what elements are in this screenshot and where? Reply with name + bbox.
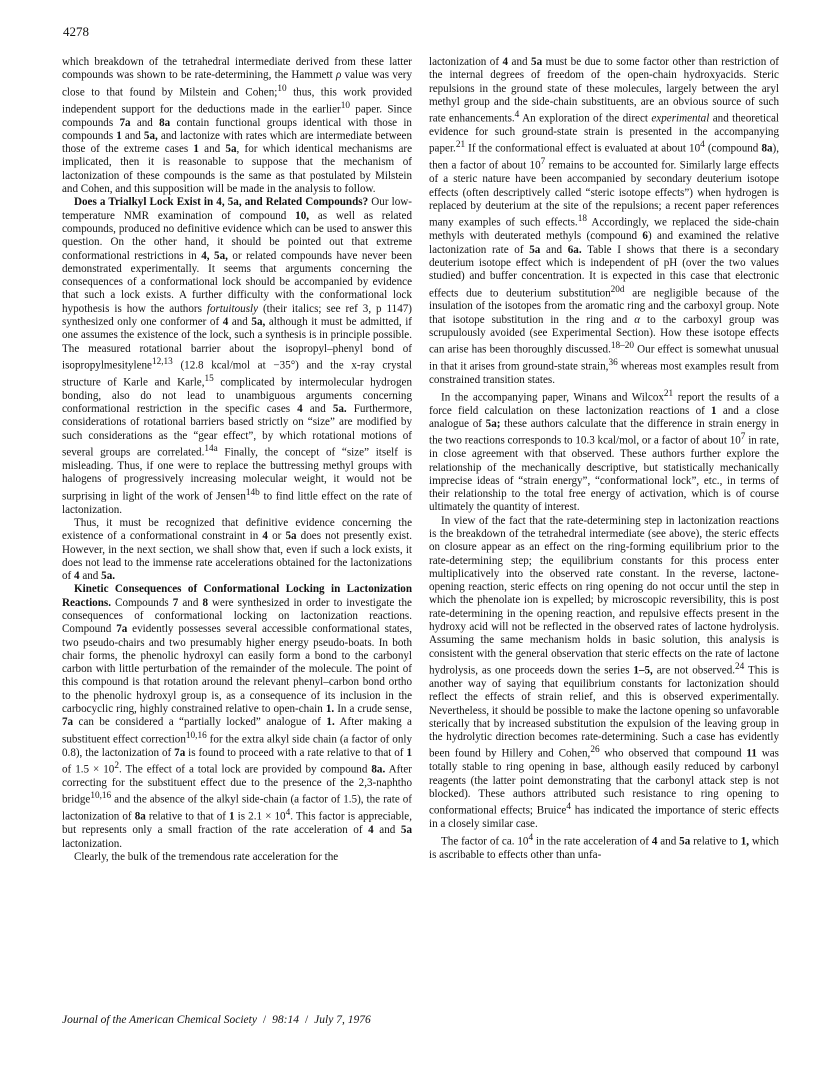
paragraph: Clearly, the bulk of the tremendous rate acceleration for the — [74, 850, 339, 863]
paragraph: Does a Trialkyl Lock Exist in 4, 5a, and Related Compounds? Our low-temperature NMR examination of compound 10, as well as related compounds, produced no definitive evidence which can be used to answer this question. On the other hand, it should be pointed out that extreme conformational restrictions in 4, 5a, or related compounds have never been demonstrated experimentally. It seems that arguments concerning the consequences of a conformational lock should be accompanied by evidence that such a lock exists. A further difficulty with the conformational lock hypothesis is how the authors fortuitously (their italics; see ref 3, p 1147) synthesized only one conformer of 4 and 5a, although it must be admitted, if one assumes the existence of the lock, such a synthesis is in principle possible. The measured rotational barrier about the isopropyl–phenyl bond of isopropylmesitylene$^{12,13}$ (12.8 kcal/mol at −35°) and the x-ray crystal structure of Karle and Karle,$^{15}$ complicated by intermolecular hydrogen bonding, also do not lead to unambiguous arguments concerning conformational restriction in the specific cases 4 and 5a. Furthermore, considerations of rotational barriers based strictly on “size” are modified by such considerations as the “gear effect”, by which rotational motions of several groups are correlated.$^{14a}$ Finally, the concept of “size” itself is misleading. Thus, if one were to replace the buttressing methyl groups with halogens of progressively increasing molecular weight, it would not be surprising in light of the work of Jensen$^{14b}$ to find little effect on the rate of lactonization. — [62, 196, 413, 516]
paragraph: lactonization of 4 and 5a must be due to some factor other than restriction of the internal degrees of freedom of the open-chain hydroxyacids. Steric repulsions in the ground state of these molecules, largely between the aryl methyl group and the side-chain substituents, are an obvious source of such rate enhancements.$^4$ An exploration of the direct experimental and theoretical evidence for such ground-state strain is presented in the accompanying paper.$^{21}$ If the conformational effect is evaluated at about $10^4$ (compound 8a), then a factor of about $10^7$ remains to be accounted for. Similarly large effects of a steric nature have been accompanied by secondary deuterium isotope effects (often descriptively called “steric isotope effects”) when hydrogen is replaced by deuterium at the site of the repulsions; a recent paper references many examples of such effects.$^{18}$ Accordingly, we replaced the side-chain methyls with deuterated methyls (compound 6) and examined the relative lactonization rate of 5a and 6a. Table I shows that there is a secondary deuterium isotope effect which is independent of pH (over the two values studied) and buffer concentration. It is expected in this case that electronic effects due to deuterium substitution$^{20d}$ are negligible because of the insulation of the isotopes from the aromatic ring and the carboxyl group. Note that isotope substitution in the ring and α to the carboxyl group was scrupulously avoided (see Experimental Section). How these isotope effects can arise has been thoroughly discussed.$^{18-20}$ Our effect is somewhat unusual in that it arises from ground-state strain,$^{36}$ whereas most examples result from constrained transition states. — [429, 56, 780, 387]
paragraph: The factor of ca. $10^4$ in the rate acceleration of 4 and 5a relative to 1, which is ascribable to effects other than unfa- — [429, 832, 779, 861]
running-footer — [62, 1014, 371, 1026]
publication-date: July 7, 1976 — [314, 1014, 371, 1026]
right-column — [429, 56, 779, 862]
paragraph: In the accompanying paper, Winans and Wilcox$^{21}$ report the results of a force field calculation on these lactonization reactions of 1 and a close analogue of 5a; these authors calculate that the difference in strain energy in the two reactions corresponds to 10.3 kcal/mol, or a factor of about $10^7$ in rate, in close agreement with that observed. These authors further explore the relationship of the mechanically descriptive, but statistically mechanically imprecise ideas of “strain energy”, “conformational lock”, etc., in terms of their relationship to the total free energy of activation, which is of course ultimately the quantity of interest. — [429, 388, 780, 514]
paragraph: Kinetic Consequences of Conformational Locking in Lactonization Reactions. Compounds 7 and 8 were synthesized in order to investigate the consequences of conformational locking on lactonization reactions. Compound 7a evidently possesses several accessible conformational states, two pseudo-chairs and two presumably higher energy pseudo-boats. In both chair forms, the phenolic hydroxyl can easily form a bond to the carbonyl carbon with little perturbation of the remainder of the molecule. The point of this compound is that rotation around the relevant phenyl–carbon bond ortho to the phenolic hydroxyl group is, as a consequence of its inclusion in the carbocyclic ring, highly constrained relative to open-chain 1. In a crude sense, 7a can be considered a “partially locked” analogue of 1. After making a substituent effect correction$^{10,16}$ for the extra alkyl side chain (a factor of only 0.8), the lactonization of 7a is found to proceed with a rate relative to that of 1 of $1.5 \times 10^2$. The effect of a total lock are provided by compound 8a. After correcting for the substituent effect due to the presence of the 2,3-naphtho bridge$^{10,16}$ and the absence of the alkyl side-chain (a factor of 1.5), the rate of lactonization of 8a relative to that of 1 is $2.1 \times 10^4$. This factor is appreciable, but represents only a small fraction of the rate acceleration of 4 and 5a lactonization. — [62, 583, 412, 850]
page-number: 4278 — [63, 24, 89, 39]
paragraph: In view of the fact that the rate-determining step in lactonization reactions is the breakdown of the tetrahedral intermediate (see above), the steric effects on closure appear as an effect on the ring-forming equilibrium prior to the rate-determining step; the equilibrium constants for this process enter multiplicatively into the observed rate constant. In the reverse, lactone-opening reaction, steric effects on ring opening do not occur until the step in which the phenolate ion is expelled; by microscopic reversibility, this is post rate-determining in the opening reaction, and repulsive effects present in the hydroxy acid will not be reflected in the observed rates of lactone hydrolysis. Assuming the same mechanism holds in basic solution, this analysis is consistent with the general observation that steric effects on the rate of lactone hydrolysis, as one proceeds down the series 1–5, are not observed.$^{24}$ This is another way of saying that equilibrium constants for lactonization should reflect the effects of strain relief, and this is observed experimentally. Nevertheless, it should be possible to make the lactone opening so unfavorable sterically that by increased substitution the expulsion of the leaving group in the hydrolytic direction becomes rate-determining. Such a case has evidently been found by Hillery and Cohen,$^{26}$ who observed that compound 11 was totally stable to ring opening in base, although easily reduced by carbonyl reagents (the latter point demonstrating that the carbonyl attack step is not blocked). These authors attributed such resistance to ring opening to conformational effects; Bruice$^4$ has indicated the importance of steric effects in a closely similar case. — [429, 514, 780, 831]
footer-separator: / — [304, 1014, 309, 1026]
left-column — [62, 56, 412, 864]
journal-name: Journal of the American Chemical Society — [62, 1014, 257, 1026]
footer-separator: / — [262, 1014, 267, 1026]
paragraph: which breakdown of the tetrahedral intermediate derived from these latter compounds was shown to be rate-determining, the Hammett ρ value was very close to that found by Milstein and Cohen;$^{10}$ thus, this work provided independent support for the deductions made in the earlier$^{10}$ paper. Since compounds 7a and 8a contain functional groups identical with those in compounds 1 and 5a, and lactonize with rates which are intermediate between those of the extreme cases 1 and 5a, for which identical mechanisms are implicated, then it is reasonable to suppose that the mechanism of lactonization of these compounds is the same as that postulated by Milstein and Cohen, and this supposition will be made in the analysis to follow. — [62, 56, 413, 196]
volume-issue: 98:14 — [272, 1014, 299, 1026]
paragraph: Thus, it must be recognized that definitive evidence concerning the existence of a conformational constraint in 4 or 5a does not presently exist. However, in the next section, we shall show that, even if such a lock exists, it does not lead to the immense rate accelerations obtained for the lactonizations of 4 and 5a. — [62, 516, 412, 583]
